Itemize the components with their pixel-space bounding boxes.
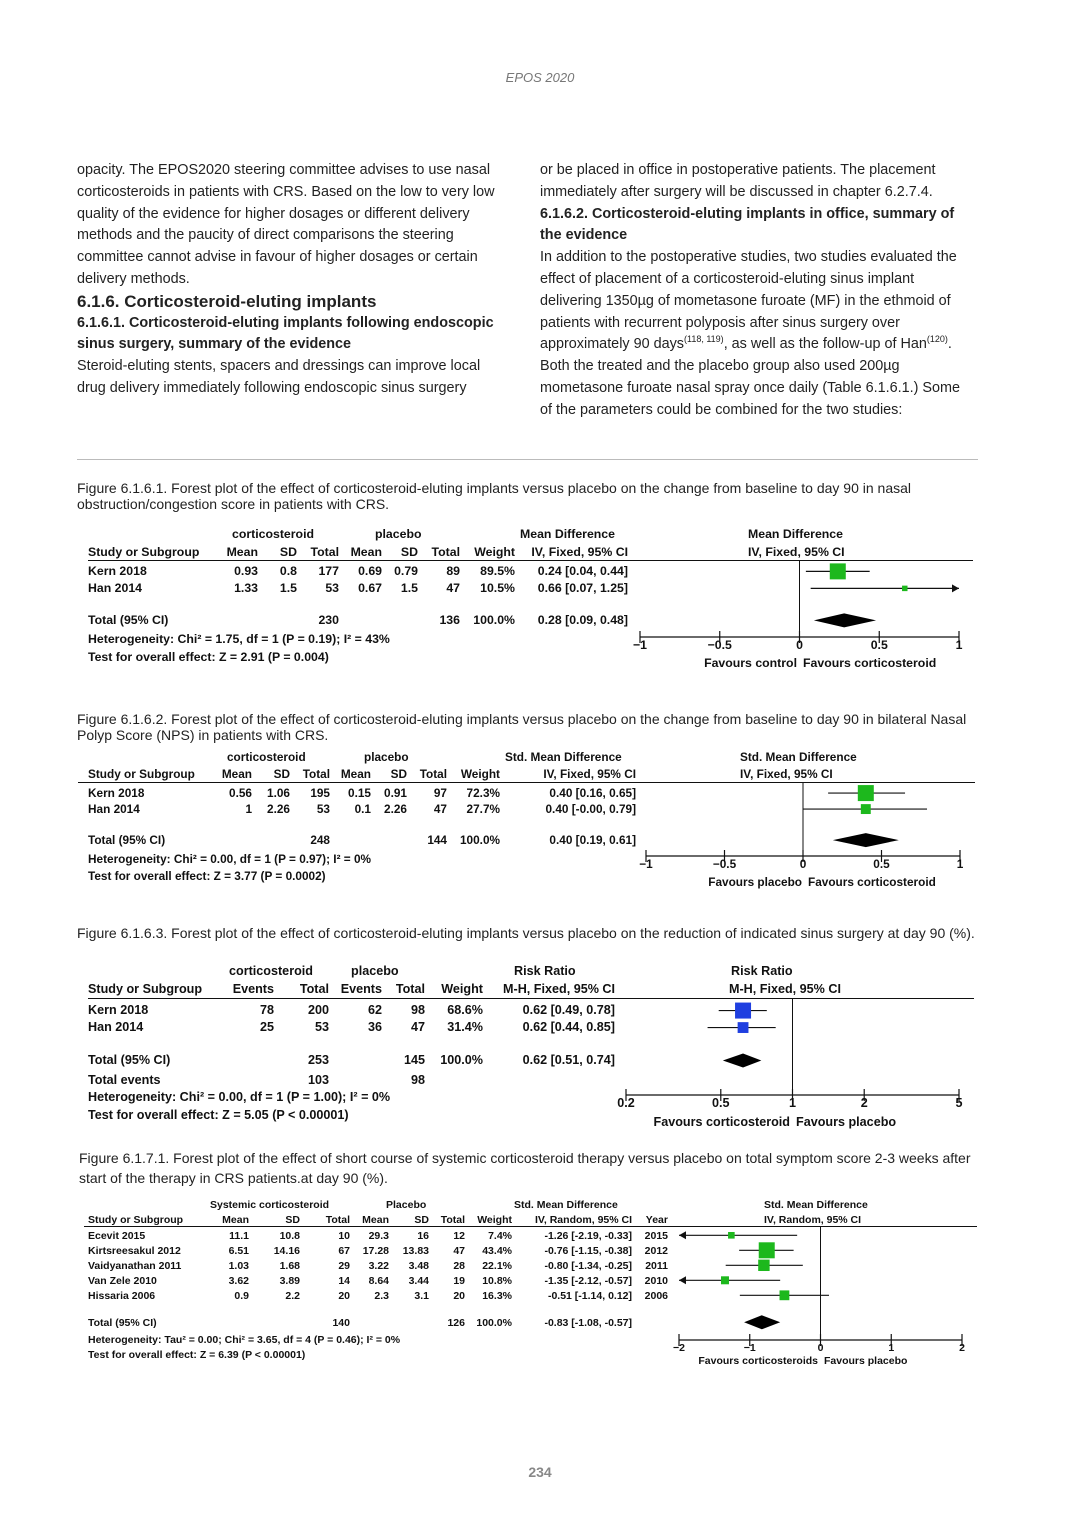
table-cell: 1.68 xyxy=(279,1260,300,1272)
right-column xyxy=(540,160,972,422)
table-cell: 0.62 [0.49, 0.78] xyxy=(522,1003,615,1017)
total-cell: 145 xyxy=(403,1053,425,1067)
total-events-cell: 98 xyxy=(410,1073,425,1087)
study-point-estimate xyxy=(728,1232,735,1239)
table-cell: 2.2 xyxy=(285,1290,300,1302)
favours-right-label: Favours corticosteroid xyxy=(808,875,936,889)
total-cell: 100.0% xyxy=(440,1053,483,1067)
table-cell: -0.80 [-1.34, -0.25] xyxy=(544,1260,632,1272)
column-header: Weight xyxy=(477,1214,512,1226)
table-cell: 2012 xyxy=(644,1245,668,1257)
table-cell: 27.7% xyxy=(466,802,500,816)
table-cell: 2.3 xyxy=(374,1290,389,1302)
total-events-label: Total events xyxy=(88,1073,161,1087)
total-cell: 140 xyxy=(332,1317,350,1329)
table-cell: 0.40 [-0.00, 0.79] xyxy=(545,802,636,816)
favours-left-label: Favours corticosteroid xyxy=(653,1115,790,1129)
x-axis-tick-label: 0 xyxy=(799,857,807,871)
table-cell: 2010 xyxy=(644,1275,668,1287)
table-cell: 22.1% xyxy=(482,1260,512,1272)
column-header: Mean xyxy=(221,767,252,781)
column-header: Mean xyxy=(362,1214,389,1226)
plot-effect-subheader: M-H, Fixed, 95% CI xyxy=(729,982,841,996)
group2-header: placebo xyxy=(364,750,409,764)
total-cell: -0.83 [-1.08, -0.57] xyxy=(544,1317,632,1329)
table-cell: 3.62 xyxy=(228,1275,249,1287)
x-axis-tick-label: 1 xyxy=(788,1096,796,1110)
group1-header: corticosteroid xyxy=(232,527,314,541)
ci-arrow-left xyxy=(679,1231,686,1239)
column-header: Events xyxy=(232,982,274,996)
table-cell: 68.6% xyxy=(447,1003,483,1017)
table-cell: 43.4% xyxy=(482,1245,512,1257)
total-label: Total (95% CI) xyxy=(88,613,169,627)
column-header: Total xyxy=(431,545,460,559)
favours-left-label: Favours placebo xyxy=(708,875,802,889)
column-header: M-H, Fixed, 95% CI xyxy=(503,982,615,996)
table-cell: 195 xyxy=(310,786,330,800)
table-cell: 1.03 xyxy=(228,1260,249,1272)
heterogeneity-text: Heterogeneity: Tau² = 0.00; Chi² = 3.65, df = 4 (P = 0.46); I² = 0% xyxy=(88,1334,401,1346)
left-paragraph-2: Steroid-eluting stents, spacers and dressings can improve local drug delivery immediately following endoscopic sinus surgery xyxy=(77,358,481,396)
x-axis-tick-label: −1 xyxy=(632,638,648,652)
table-cell: 6.51 xyxy=(228,1245,249,1257)
column-header: Mean xyxy=(350,545,382,559)
overall-effect-text: Test for overall effect: Z = 6.39 (P < 0.00001) xyxy=(88,1349,306,1361)
column-header: Weight xyxy=(441,982,483,996)
column-header: Mean xyxy=(340,767,371,781)
table-cell: 97 xyxy=(433,786,447,800)
study-point-estimate xyxy=(780,1290,790,1300)
subsection-heading-6-1-6-2: 6.1.6.2. Corticosteroid-eluting implants in office, summary of the evidence xyxy=(540,205,955,244)
subsection-heading-6-1-6-1: 6.1.6.1. Corticosteroid-eluting implants following endoscopic sinus surgery, summary of the evidence xyxy=(77,314,494,353)
table-cell: 20 xyxy=(453,1290,465,1302)
table-cell: 0.93 xyxy=(234,564,258,578)
total-cell: 0.28 [0.09, 0.48] xyxy=(537,613,628,627)
table-cell: 3.48 xyxy=(408,1260,429,1272)
group2-header: placebo xyxy=(351,964,399,978)
x-axis-tick-label: −0.5 xyxy=(707,638,732,652)
column-header: Events xyxy=(340,982,382,996)
table-cell: 47 xyxy=(453,1245,465,1257)
total-cell: 144 xyxy=(427,833,447,847)
heterogeneity-text: Heterogeneity: Chi² = 0.00, df = 1 (P = 1.00); I² = 0% xyxy=(88,1090,391,1104)
figure-caption-2: Figure 6.1.6.2. Forest plot of the effect of corticosteroid-eluting implants versus placebo on the change from baseline to day 90 in bilateral Nasal Polyp Score (NPS) in patients with CRS. xyxy=(77,711,967,743)
table-cell: 2011 xyxy=(645,1260,668,1272)
table-cell: 0.66 [0.07, 1.25] xyxy=(537,581,628,595)
column-header: Total xyxy=(419,767,447,781)
favours-right-label: Favours corticosteroid xyxy=(803,656,937,670)
study-point-estimate xyxy=(861,804,871,814)
x-axis-tick-label: 1 xyxy=(955,638,963,652)
x-axis-tick-label: −2 xyxy=(673,1342,685,1354)
plot-effect-header: Risk Ratio xyxy=(731,964,793,978)
pooled-diamond xyxy=(723,1054,762,1068)
left-paragraph-1: opacity. The EPOS2020 steering committee advises to use nasal corticosteroids in patients with CRS. Based on the low to very low quality of the evidence for higher dosages or different delivery methods and the paucity of direct comparisons the steering committee cannot advise in favour of higher dosages or certain delivery methods. xyxy=(77,162,495,287)
table-cell: 2.26 xyxy=(384,802,407,816)
study-point-estimate xyxy=(830,563,846,579)
table-cell: 47 xyxy=(433,802,447,816)
table-cell: 89 xyxy=(446,564,460,578)
table-cell: 53 xyxy=(325,581,339,595)
total-cell: 100.0% xyxy=(476,1317,512,1329)
figure-caption-3: Figure 6.1.6.3. Forest plot of the effect of corticosteroid-eluting implants versus placebo on the reduction of indicated sinus surgery at day 90 (%). xyxy=(77,925,975,941)
table-cell: 3.89 xyxy=(279,1275,300,1287)
heterogeneity-text: Heterogeneity: Chi² = 0.00, df = 1 (P = 0.97); I² = 0% xyxy=(88,852,372,866)
table-cell: 36 xyxy=(367,1020,382,1034)
figure-caption-4: Figure 6.1.7.1. Forest plot of the effect of short course of systemic corticosteroid therapy versus placebo on total symptom score 2-3 weeks after start of the therapy in CRS patients.at day 90 (%). xyxy=(79,1150,971,1186)
table-cell: 10.8 xyxy=(279,1230,300,1242)
heterogeneity-text: Heterogeneity: Chi² = 1.75, df = 1 (P = 0.19); I² = 43% xyxy=(88,632,390,646)
column-header: Study or Subgroup xyxy=(88,767,195,781)
header-rule xyxy=(84,1226,977,1227)
table-cell: 10.5% xyxy=(480,581,515,595)
study-name: Han 2014 xyxy=(88,802,140,816)
text-run: In addition to the postoperative studies, two studies evaluated the effect of placement of a corticosteroid-eluting sinus implant delivering 1350µg of mometasone furoate (MF) in the ethmoid of patients with recurrent polyposis after sinus surgery over approximately 90 days xyxy=(540,249,957,353)
table-cell: 89.5% xyxy=(480,564,515,578)
right-paragraph-2 xyxy=(540,247,972,421)
study-point-estimate xyxy=(759,1242,775,1258)
table-cell: 0.15 xyxy=(348,786,371,800)
group1-header: Systemic corticosteroid xyxy=(210,1199,330,1211)
reference-superscript: (118, 119) xyxy=(683,334,724,345)
header-rule xyxy=(88,560,973,561)
x-axis-tick-label: 0.5 xyxy=(873,857,890,871)
ci-arrow-left xyxy=(679,1276,686,1284)
x-axis-tick-label: −0.5 xyxy=(712,857,737,871)
column-header: Total xyxy=(395,982,425,996)
study-point-estimate xyxy=(735,1003,751,1019)
x-axis-tick-label: 0.2 xyxy=(617,1096,635,1110)
total-cell: 0.62 [0.51, 0.74] xyxy=(522,1053,615,1067)
table-cell: 53 xyxy=(314,1020,329,1034)
table-cell: 98 xyxy=(410,1003,425,1017)
study-name: Han 2014 xyxy=(88,1020,144,1034)
column-header: Mean xyxy=(226,545,258,559)
table-cell: 16 xyxy=(417,1230,429,1242)
left-column xyxy=(77,160,509,400)
x-axis-tick-label: 0.5 xyxy=(712,1096,730,1110)
total-label: Total (95% CI) xyxy=(88,1053,171,1067)
table-cell: 10 xyxy=(338,1230,350,1242)
column-header: SD xyxy=(273,767,290,781)
column-header: IV, Random, 95% CI xyxy=(534,1214,632,1226)
study-name: Hissaria 2006 xyxy=(88,1290,156,1302)
table-cell: 53 xyxy=(316,802,330,816)
total-cell: 126 xyxy=(447,1317,465,1329)
pooled-diamond xyxy=(814,613,876,627)
favours-right-label: Favours placebo xyxy=(796,1115,897,1129)
table-cell: 0.8 xyxy=(279,564,297,578)
column-header: Study or Subgroup xyxy=(88,982,203,996)
table-cell: 14.16 xyxy=(273,1245,300,1257)
table-cell: 200 xyxy=(307,1003,329,1017)
right-paragraph-1: or be placed in office in postoperative patients. The placement immediately after surgery will be discussed in chapter 6.2.7.4. xyxy=(540,162,936,200)
table-cell: 0.67 xyxy=(358,581,382,595)
table-cell: 47 xyxy=(410,1020,425,1034)
column-header: IV, Fixed, 95% CI xyxy=(543,767,636,781)
total-cell: 136 xyxy=(439,613,460,627)
table-cell: 29 xyxy=(338,1260,350,1272)
study-name: Ecevit 2015 xyxy=(88,1230,146,1242)
group1-header: corticosteroid xyxy=(227,750,306,764)
effect-header: Risk Ratio xyxy=(514,964,576,978)
x-axis-tick-label: 5 xyxy=(955,1096,963,1110)
column-header: Study or Subgroup xyxy=(88,545,200,559)
effect-header: Mean Difference xyxy=(520,527,615,541)
running-header: EPOS 2020 xyxy=(505,70,575,85)
column-header: Weight xyxy=(460,767,500,781)
overall-effect-text: Test for overall effect: Z = 5.05 (P < 0.00001) xyxy=(88,1108,349,1122)
x-axis-tick-label: 1 xyxy=(888,1342,895,1354)
table-cell: 0.9 xyxy=(234,1290,249,1302)
table-cell: 16.3% xyxy=(482,1290,512,1302)
column-header: Total xyxy=(325,1214,350,1226)
study-point-estimate xyxy=(902,586,907,591)
column-header: Total xyxy=(299,982,329,996)
figure-caption-1: Figure 6.1.6.1. Forest plot of the effect of corticosteroid-eluting implants versus placebo on the change from baseline to day 90 in nasal obstruction/congestion score in patients with CRS. xyxy=(77,480,911,512)
table-cell: 0.56 xyxy=(229,786,252,800)
plot-effect-subheader: IV, Fixed, 95% CI xyxy=(748,545,845,559)
column-header: Mean xyxy=(222,1214,249,1226)
table-cell: 3.22 xyxy=(368,1260,389,1272)
effect-header: Std. Mean Difference xyxy=(514,1199,618,1211)
table-cell: -1.35 [-2.12, -0.57] xyxy=(544,1275,632,1287)
table-cell: 28 xyxy=(453,1260,465,1272)
table-cell: 47 xyxy=(446,581,460,595)
group2-header: placebo xyxy=(375,527,422,541)
total-label: Total (95% CI) xyxy=(88,1317,157,1329)
overall-effect-text: Test for overall effect: Z = 3.77 (P = 0.0002) xyxy=(88,869,326,883)
column-header: Year xyxy=(645,1214,668,1226)
favours-left-label: Favours corticosteroids xyxy=(698,1355,818,1367)
table-cell: 10.8% xyxy=(482,1275,512,1287)
reference-superscript: (120) xyxy=(926,334,948,345)
table-cell: 0.79 xyxy=(394,564,418,578)
column-header: SD xyxy=(400,545,418,559)
table-cell: 25 xyxy=(259,1020,274,1034)
table-cell: -0.51 [-1.14, 0.12] xyxy=(547,1290,632,1302)
table-cell: 31.4% xyxy=(447,1020,483,1034)
x-axis-tick-label: 0.5 xyxy=(870,638,888,652)
table-cell: 1.33 xyxy=(234,581,258,595)
total-cell: 248 xyxy=(310,833,330,847)
column-header: IV, Fixed, 95% CI xyxy=(531,545,628,559)
x-axis-tick-label: 0 xyxy=(796,638,803,652)
table-cell: 72.3% xyxy=(466,786,500,800)
table-cell: 0.24 [0.04, 0.44] xyxy=(537,564,628,578)
table-cell: 13.83 xyxy=(402,1245,429,1257)
pooled-diamond xyxy=(744,1315,780,1329)
table-cell: 177 xyxy=(318,564,339,578)
column-header: SD xyxy=(390,767,407,781)
table-cell: 12 xyxy=(453,1230,465,1242)
overall-effect-text: Test for overall effect: Z = 2.91 (P = 0.004) xyxy=(88,650,329,664)
text-run: . Both the treated and the placebo group also used 200µg mometasone furoate nasal spray once daily (Table 6.1.6.1.) Some of the parameters could be combined for the two studies: xyxy=(540,336,960,418)
study-point-estimate xyxy=(738,1022,749,1033)
plot-effect-subheader: IV, Random, 95% CI xyxy=(764,1214,862,1226)
study-point-estimate xyxy=(758,1260,769,1271)
header-rule xyxy=(78,782,975,783)
table-cell: 2015 xyxy=(644,1230,668,1242)
table-cell: 3.1 xyxy=(414,1290,429,1302)
header-rule xyxy=(88,998,974,999)
table-cell: 17.28 xyxy=(362,1245,389,1257)
table-cell: 1.5 xyxy=(279,581,297,595)
column-header: Study or Subgroup xyxy=(88,1214,184,1226)
study-name: Van Zele 2010 xyxy=(88,1275,157,1287)
table-cell: 29.3 xyxy=(368,1230,389,1242)
study-name: Kern 2018 xyxy=(88,786,145,800)
table-cell: 2.26 xyxy=(267,802,290,816)
column-header: Weight xyxy=(474,545,515,559)
study-name: Han 2014 xyxy=(88,581,143,595)
study-name: Kirtsreesakul 2012 xyxy=(88,1245,181,1257)
column-header: Total xyxy=(302,767,330,781)
table-cell: -1.26 [-2.19, -0.33] xyxy=(544,1230,632,1242)
table-cell: 14 xyxy=(338,1275,350,1287)
x-axis-tick-label: 2 xyxy=(959,1342,965,1354)
table-cell: 8.64 xyxy=(368,1275,389,1287)
table-cell: 1.06 xyxy=(267,786,290,800)
plot-effect-header: Std. Mean Difference xyxy=(764,1199,868,1211)
table-cell: 62 xyxy=(367,1003,382,1017)
plot-effect-header: Mean Difference xyxy=(748,527,843,541)
x-axis-tick-label: −1 xyxy=(743,1342,756,1354)
pooled-diamond xyxy=(833,833,899,847)
table-cell: 0.62 [0.44, 0.85] xyxy=(522,1020,615,1034)
study-point-estimate xyxy=(721,1276,729,1284)
study-name: Vaidyanathan 2011 xyxy=(88,1260,182,1272)
group2-header: Placebo xyxy=(386,1199,427,1211)
x-axis-tick-label: 2 xyxy=(860,1096,868,1110)
column-header: SD xyxy=(279,545,297,559)
plot-effect-header: Std. Mean Difference xyxy=(740,750,857,764)
total-label: Total (95% CI) xyxy=(88,833,166,847)
table-cell: 67 xyxy=(338,1245,350,1257)
x-axis-tick-label: 1 xyxy=(956,857,964,871)
study-point-estimate xyxy=(858,785,874,801)
effect-header: Std. Mean Difference xyxy=(505,750,622,764)
total-cell: 100.0% xyxy=(473,613,515,627)
group1-header: corticosteroid xyxy=(229,964,313,978)
ci-arrow-right xyxy=(952,584,959,592)
study-name: Kern 2018 xyxy=(88,564,147,578)
table-cell: 19 xyxy=(453,1275,465,1287)
table-cell: 2006 xyxy=(644,1290,668,1302)
text-run: , as well as the follow-up of Han xyxy=(723,336,927,353)
table-cell: 0.40 [0.16, 0.65] xyxy=(549,786,636,800)
table-cell: 1.5 xyxy=(400,581,418,595)
column-header: SD xyxy=(414,1214,429,1226)
column-header: Total xyxy=(440,1214,465,1226)
table-cell: 11.1 xyxy=(229,1230,249,1242)
study-name: Kern 2018 xyxy=(88,1003,149,1017)
table-cell: 20 xyxy=(338,1290,350,1302)
favours-right-label: Favours placebo xyxy=(824,1355,908,1367)
table-cell: 1 xyxy=(245,802,252,816)
total-cell: 230 xyxy=(318,613,339,627)
table-cell: 7.4% xyxy=(488,1230,512,1242)
page-number: 234 xyxy=(528,1464,552,1480)
plot-effect-subheader: IV, Fixed, 95% CI xyxy=(740,767,833,781)
total-events-cell: 103 xyxy=(307,1073,329,1087)
table-cell: 0.91 xyxy=(384,786,407,800)
table-cell: 3.44 xyxy=(408,1275,429,1287)
total-cell: 253 xyxy=(307,1053,329,1067)
total-cell: 0.40 [0.19, 0.61] xyxy=(549,833,636,847)
column-header: Total xyxy=(310,545,339,559)
total-cell: 100.0% xyxy=(459,833,500,847)
table-cell: 0.1 xyxy=(354,802,371,816)
x-axis-tick-label: −1 xyxy=(639,857,653,871)
table-cell: 78 xyxy=(259,1003,274,1017)
favours-left-label: Favours control xyxy=(704,656,797,670)
section-heading: 6.1.6. Corticosteroid-eluting implants xyxy=(77,291,377,311)
section-divider xyxy=(77,459,978,460)
table-cell: -0.76 [-1.15, -0.38] xyxy=(544,1245,632,1257)
column-header: SD xyxy=(285,1214,300,1226)
table-cell: 0.69 xyxy=(358,564,382,578)
x-axis-tick-label: 0 xyxy=(817,1342,824,1354)
